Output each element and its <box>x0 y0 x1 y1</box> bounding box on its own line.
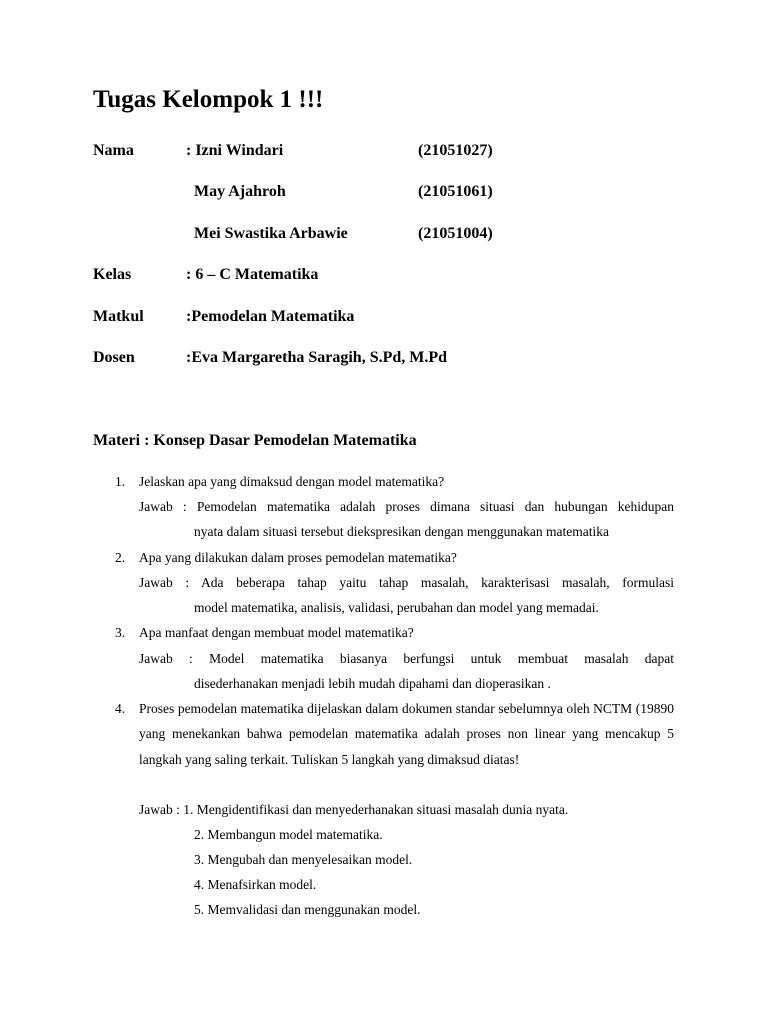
member-name: May Ajahroh <box>194 183 286 200</box>
answer-line: nyata dalam situasi tersebut diekspresikan dengan menggunakan matematika <box>194 524 609 539</box>
nama-label: Nama <box>93 142 134 159</box>
question-text: Proses pemodelan matematika dijelaskan dalam dokumen standar sebelumnya oleh NCTM (19890 yang menekankan bahwa pemodelan matematika adalah proses non linear yang mencakup 5 langkah yang saling terkait. Tuliskan 5 langkah yang dimaksud diatas! <box>139 701 674 767</box>
member-nim: (21051004) <box>418 225 493 242</box>
member-nim: (21051061) <box>418 183 493 200</box>
question-number: 1. <box>115 474 126 489</box>
question-number: 3. <box>115 625 126 640</box>
answer-step: 4. Menafsirkan model. <box>194 877 317 892</box>
member-nim: (21051027) <box>418 142 493 159</box>
answer-step: 2. Membangun model matematika. <box>194 827 383 842</box>
member-name: : Izni Windari <box>186 142 284 159</box>
answer-line: model matematika, analisis, validasi, perubahan dan model yang memadai. <box>194 600 599 615</box>
document-title: Tugas Kelompok 1 !!! <box>93 86 324 113</box>
answer-first-line: Jawab : 1. Mengidentifikasi dan menyederhanakan situasi masalah dunia nyata. <box>139 802 569 817</box>
section-title: Materi : Konsep Dasar Pemodelan Matematika <box>93 432 417 449</box>
question-text: Jelaskan apa yang dimaksud dengan model matematika? <box>139 474 445 489</box>
answer-step: 5. Memvalidasi dan menggunakan model. <box>194 902 421 917</box>
dosen-label: Dosen <box>93 349 135 366</box>
question-text: Apa yang dilakukan dalam proses pemodelan matematika? <box>139 550 457 565</box>
matkul-label: Matkul <box>93 308 144 325</box>
answer-line: disederhanakan menjadi lebih mudah dipahami dan dioperasikan . <box>194 676 551 691</box>
kelas-label: Kelas <box>93 266 132 283</box>
question-text: Apa manfaat dengan membuat model matematika? <box>139 625 414 640</box>
answer-step: 3. Mengubah dan menyelesaikan model. <box>194 852 413 867</box>
answer-first-line: Jawab : Model matematika biasanya berfungsi untuk membuat masalah dapat <box>139 651 674 666</box>
question-number: 2. <box>115 550 126 565</box>
answer-first-line: Jawab : Pemodelan matematika adalah proses dimana situasi dan hubungan kehidupan <box>139 499 674 514</box>
member-name: Mei Swastika Arbawie <box>194 225 348 242</box>
matkul-value: :Pemodelan Matematika <box>186 308 355 325</box>
dosen-value: :Eva Margaretha Saragih, S.Pd, M.Pd <box>186 349 448 366</box>
answer-first-line: Jawab : Ada beberapa tahap yaitu tahap masalah, karakterisasi masalah, formulasi <box>139 575 674 590</box>
kelas-value: : 6 – C Matematika <box>186 266 319 283</box>
question-number: 4. <box>115 701 126 716</box>
